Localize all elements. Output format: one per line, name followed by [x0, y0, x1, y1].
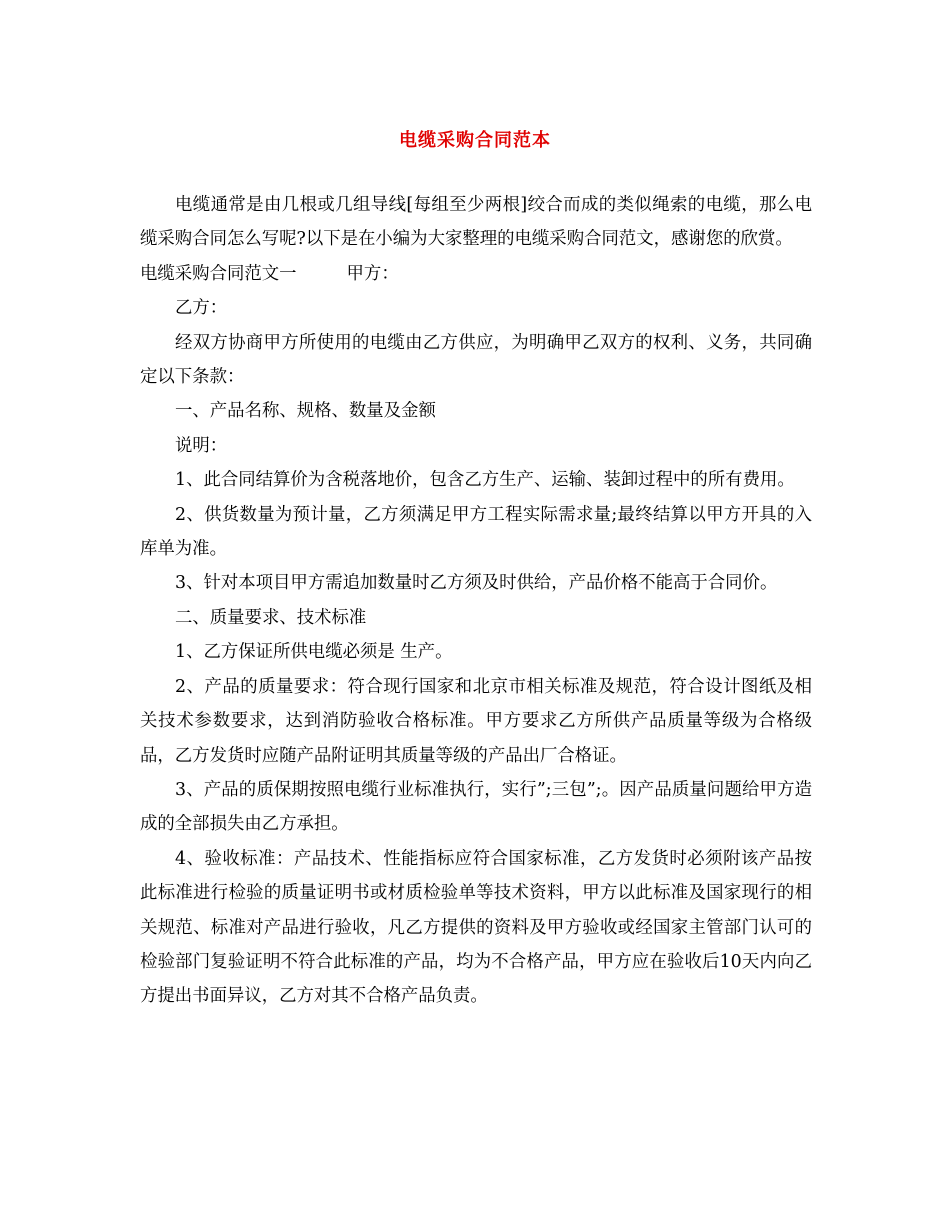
preamble-paragraph: 经双方协商甲方所使用的电缆由乙方供应，为明确甲乙双方的权利、义务，共同确定以下条款： [140, 332, 812, 388]
document-body [140, 188, 812, 1014]
section-1-title: 一、产品名称、规格、数量及金额 [175, 401, 436, 422]
party-a-label: 甲方： [346, 263, 399, 284]
section-2-item-4: 4、验收标准：产品技术、性能指标应符合国家标准，乙方发货时必须附该产品按此标准进行检验的质量证明书或材质检验单等技术资料，甲方以此标准及国家现行的相关规范、标准对产品进行验收，凡乙方提供的资料及甲方验收或经国家主管部门认可的检验部门复验证明不符合此标准的产品，均为不合格产品，甲方应在验收后10天内向乙方提出书面异议，乙方对其不合格产品负责。 [140, 848, 812, 1007]
section-2-item-2: 2、产品的质量要求：符合现行国家和北京市相关标准及规范，符合设计图纸及相关技术参数要求，达到消防验收合格标准。甲方要求乙方所供产品质量等级为合格级品，乙方发货时应随产品附证明其质量等级的产品出厂合格证。 [140, 676, 812, 766]
section-1-item-3: 3、针对本项目甲方需追加数量时乙方须及时供给，产品价格不能高于合同价。 [175, 573, 778, 594]
section-1-item-2: 2、供货数量为预计量，乙方须满足甲方工程实际需求量;最终结算以甲方开具的入库单为准。 [140, 504, 812, 560]
document-title: 电缆采购合同范本 [399, 130, 551, 151]
note-label: 说明： [175, 435, 228, 456]
party-b-label: 乙方： [175, 298, 228, 319]
sample-heading: 电缆采购合同范文一 [140, 263, 297, 284]
section-2-item-3: 3、产品的质保期按照电缆行业标准执行，实行”;三包”;。因产品质量问题给甲方造成的全部损失由乙方承担。 [140, 779, 812, 835]
section-2-item-1: 1、乙方保证所供电缆必须是 生产。 [175, 642, 453, 663]
intro-paragraph: 电缆通常是由几根或几组导线[每组至少两根]绞合而成的类似绳索的电缆，那么电缆采购合同怎么写呢?以下是在小编为大家整理的电缆采购合同范文，感谢您的欣赏。 [140, 195, 812, 250]
sample-heading-line [140, 257, 812, 291]
section-2-title: 二、质量要求、技术标准 [175, 607, 367, 628]
section-1-item-1: 1、此合同结算价为含税落地价，包含乙方生产、运输、装卸过程中的所有费用。 [175, 470, 795, 491]
